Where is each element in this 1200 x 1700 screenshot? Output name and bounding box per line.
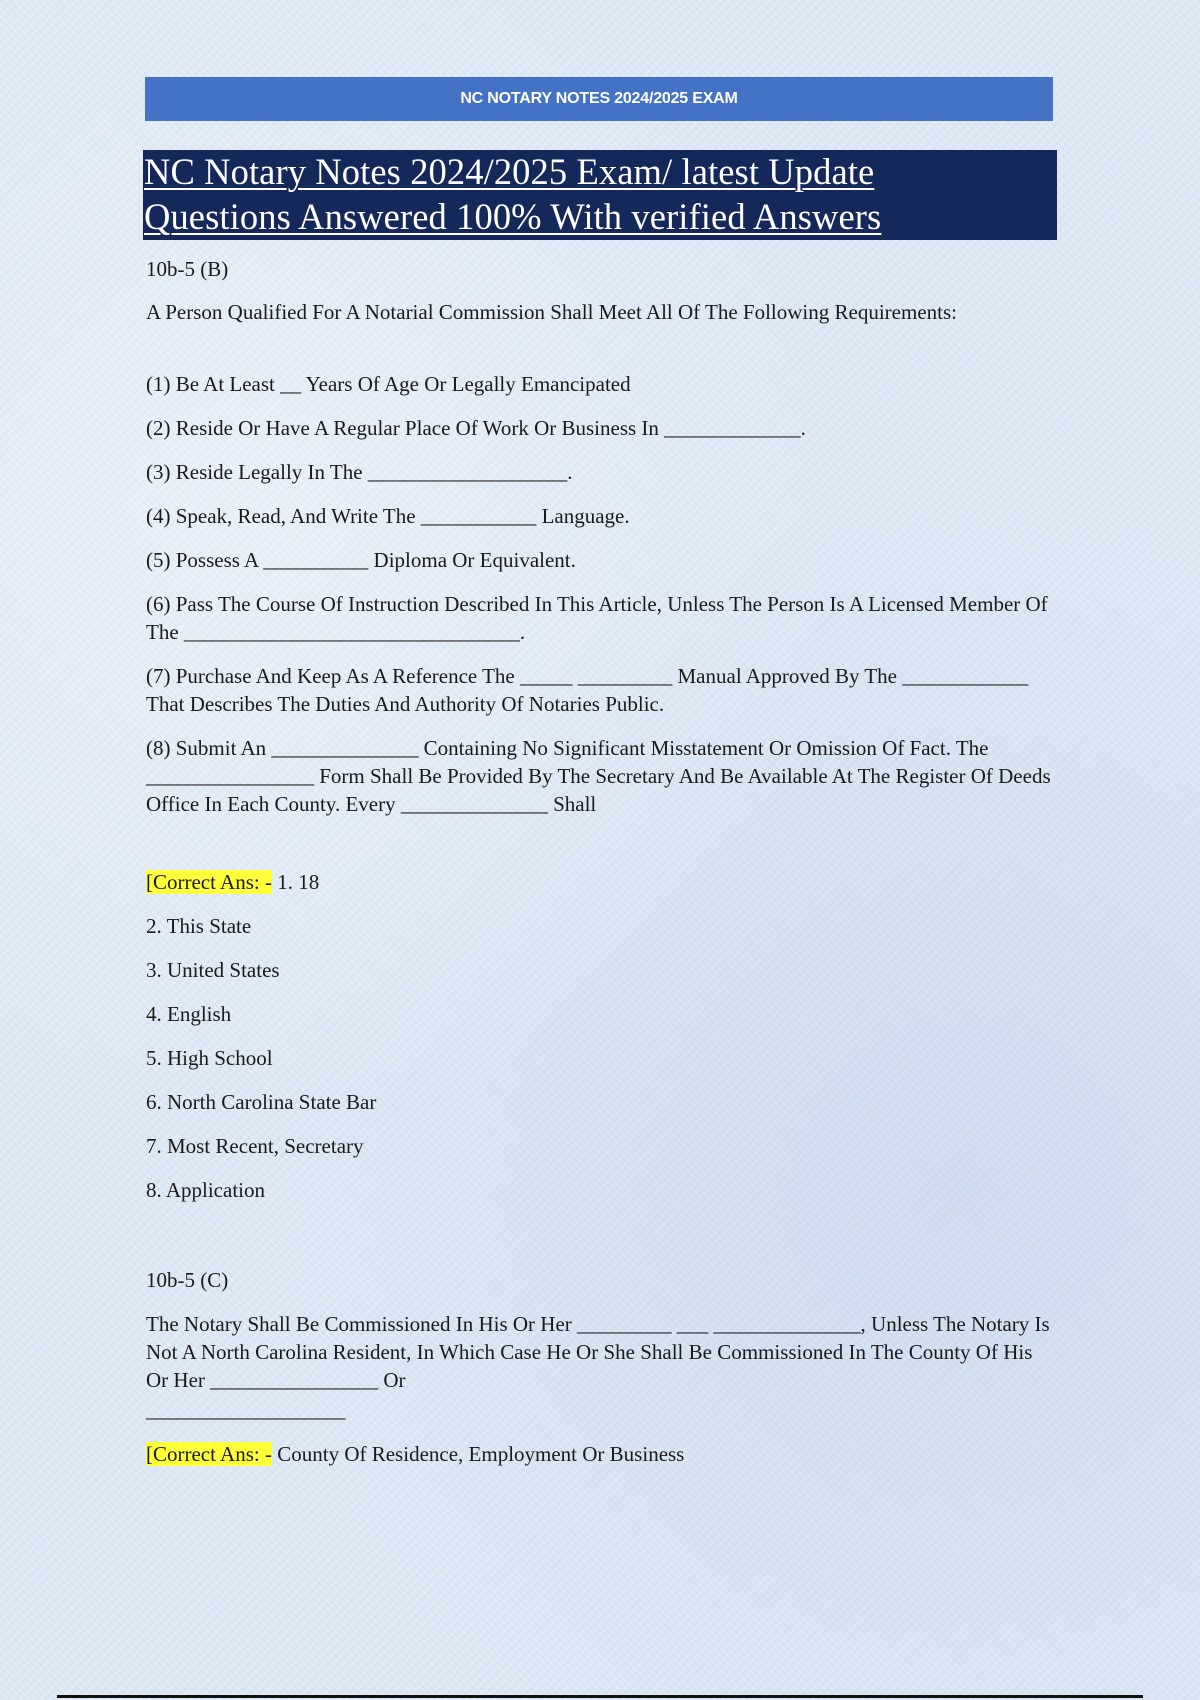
question-code: 10b-5 (C)	[146, 1268, 229, 1292]
requirement-item: (2) Reside Or Have A Regular Place Of Work Or Business In _____________.	[146, 416, 806, 440]
answer-item: 4. English	[146, 1002, 232, 1026]
document-header-banner	[145, 77, 1053, 121]
requirement-item: (8) Submit An ______________ Containing No Significant Misstatement Or Omission Of Fact. The ________________ Form Shall Be Provided By The Secretary And Be Available At The Register Of Deeds Office In Each County. Every ______________ Shall	[146, 736, 1051, 816]
answer-item: 8. Application	[146, 1178, 265, 1202]
document-title-line-2: Questions Answered 100% With verified Answers	[144, 196, 882, 237]
requirement-item: (6) Pass The Course Of Instruction Described In This Article, Unless The Person Is A Licensed Member Of The ________________________________.	[146, 592, 1048, 644]
answer-item: 5. High School	[146, 1046, 273, 1070]
question-prompt: The Notary Shall Be Commissioned In His Or Her _________ ___ ______________, Unless The Notary Is Not A North Carolina Resident, In Which Case He Or She Shall Be Commissioned In The County Of His Or Her ________________ Or	[146, 1312, 1050, 1392]
correct-answer-label: [Correct Ans: -	[146, 1442, 272, 1466]
answer-text: County Of Residence, Employment Or Business	[271, 1442, 685, 1466]
answer-text: 1. 18	[271, 870, 320, 894]
requirement-item: (1) Be At Least __ Years Of Age Or Legally Emancipated	[146, 372, 631, 396]
requirement-item: (3) Reside Legally In The ___________________.	[146, 460, 573, 484]
banner-text: NC NOTARY NOTES 2024/2025 EXAM	[460, 90, 738, 107]
question-code: 10b-5 (B)	[146, 257, 229, 281]
document-title-line-1: NC Notary Notes 2024/2025 Exam/ latest Update	[144, 151, 875, 192]
requirement-item: (5) Possess A __________ Diploma Or Equivalent.	[146, 548, 576, 572]
requirement-item: (7) Purchase And Keep As A Reference The _____ _________ Manual Approved By The ____________ That Describes The Duties And Authority Of Notaries Public.	[146, 664, 1029, 716]
question-prompt: A Person Qualified For A Notarial Commission Shall Meet All Of The Following Requirements:	[146, 300, 957, 324]
page-bottom-rule	[57, 1695, 1143, 1698]
correct-answer-label: [Correct Ans: -	[146, 870, 272, 894]
answer-line	[146, 1440, 1051, 1468]
answer-item: 6. North Carolina State Bar	[146, 1090, 377, 1114]
question-prompt-tail: ___________________	[146, 1398, 346, 1422]
answer-item: 2. This State	[146, 914, 252, 938]
answer-item: 7. Most Recent, Secretary	[146, 1134, 364, 1158]
requirement-item: (4) Speak, Read, And Write The ___________ Language.	[146, 504, 630, 528]
answer-line	[146, 868, 1051, 896]
answer-item: 3. United States	[146, 958, 280, 982]
